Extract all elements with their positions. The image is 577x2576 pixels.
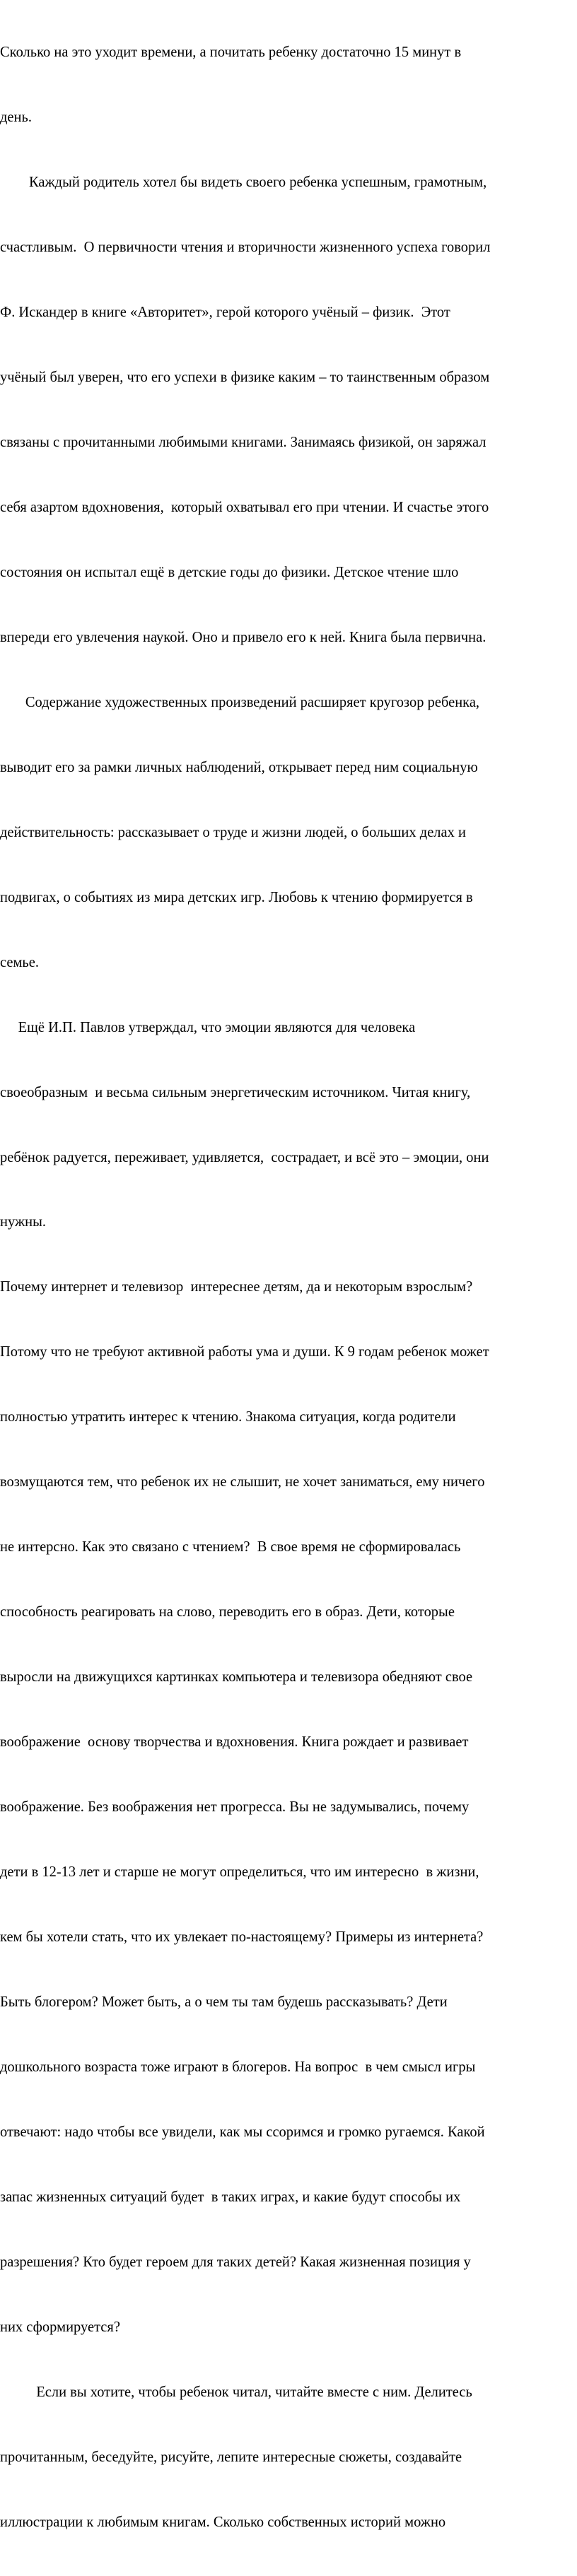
text-line: дошкольного возраста тоже играют в блогеров. На вопрос в чем смысл игры	[0, 2059, 476, 2075]
text-line: воображение основу творчества и вдохновения. Книга рождает и развивает	[0, 1734, 469, 1751]
text-line: день.	[0, 110, 32, 126]
text-line: них сформируется?	[0, 2319, 120, 2335]
text-line: иллюстрации к любимым книгам. Сколько собственных историй можно	[0, 2514, 446, 2530]
text-line: действительность: рассказывает о труде и жизни людей, о больших делах и	[0, 824, 466, 840]
text-line: воображение. Без воображения нет прогресса. Вы не задумывались, почему	[0, 1799, 470, 1816]
text-line: Если вы хотите, чтобы ребенок читал, читайте вместе с ним. Делитесь	[0, 2384, 472, 2400]
text-line: Сколько на это уходит времени, а почитать ребенку достаточно 15 минут в	[0, 45, 462, 61]
text-line: впереди его увлечения наукой. Оно и привело его к ней. Книга была первична.	[0, 629, 486, 645]
text-line: связаны с прочитанными любимыми книгами. Занимаясь физикой, он заряжал	[0, 435, 486, 451]
text-line: прочитанным, беседуйте, рисуйте, лепите интересные сюжеты, создавайте	[0, 2449, 462, 2465]
text-line: запас жизненных ситуаций будет в таких играх, и какие будут способы их	[0, 2189, 461, 2205]
text-line: своеобразным и весьма сильным энергетическим источником. Читая книгу,	[0, 1084, 471, 1100]
text-line: Почему интернет и телевизор интереснее детям, да и некоторым взрослым?	[0, 1279, 473, 1295]
text-line: не интерсно. Как это связано с чтением? В свое время не сформировалась	[0, 1539, 461, 1555]
text-line: возмущаются тем, что ребенок их не слышит, не хочет заниматься, ему ничего	[0, 1474, 485, 1490]
text-line: нужны.	[0, 1214, 46, 1230]
text-line: способность реагировать на слово, переводить его в образ. Дети, которые	[0, 1604, 455, 1621]
text-line: кем бы хотели стать, что их увлекает по-настоящему? Примеры из интернета?	[0, 1929, 484, 1945]
text-line: семье.	[0, 954, 39, 970]
text-line: подвигах, о событиях из мира детских игр. Любовь к чтению формируется в	[0, 889, 473, 905]
text-line: Быть блогером? Может быть, а о чем ты там будешь рассказывать? Дети	[0, 1994, 448, 2010]
text-line: состояния он испытал ещё в детские годы до физики. Детское чтение шло	[0, 564, 459, 580]
text-line: разрешения? Кто будет героем для таких детей? Какая жизненная позиция у	[0, 2254, 471, 2270]
text-line: Потому что не требуют активной работы ума и души. К 9 годам ребенок может	[0, 1344, 489, 1360]
text-line: Содержание художественных произведений расширяет кругозор ребенка,	[0, 694, 480, 710]
text-line: Ф. Искандер в книге «Авторитет», герой которого учёный – физик. Этот	[0, 305, 450, 321]
text-line: себя азартом вдохновения, который охватывал его при чтении. И счастье этого	[0, 499, 489, 515]
text-line: выводит его за рамки личных наблюдений, открывает перед ним социальную	[0, 759, 478, 775]
text-line: ребёнок радуется, переживает, удивляется, сострадает, и всё это – эмоции, они	[0, 1149, 489, 1165]
text-line: дети в 12-13 лет и старше не могут определиться, что им интересно в жизни,	[0, 1864, 479, 1880]
text-line: выросли на движущихся картинках компьютера и телевизора обедняют свое	[0, 1669, 473, 1686]
text-line: отвечают: надо чтобы все увидели, как мы ссоримся и громко ругаемся. Какой	[0, 2124, 485, 2140]
text-line: Ещё И.П. Павлов утверждал, что эмоции являются для человека	[0, 1019, 416, 1035]
text-line: счастливым. О первичности чтения и вторичности жизненного успеха говорил	[0, 240, 491, 256]
text-line: полностью утратить интерес к чтению. Знакома ситуация, когда родители	[0, 1409, 456, 1425]
text-line: учёный был уверен, что его успехи в физике каким – то таинственным образом	[0, 370, 490, 386]
text-line: Каждый родитель хотел бы видеть своего ребенка успешным, грамотным,	[0, 175, 487, 191]
